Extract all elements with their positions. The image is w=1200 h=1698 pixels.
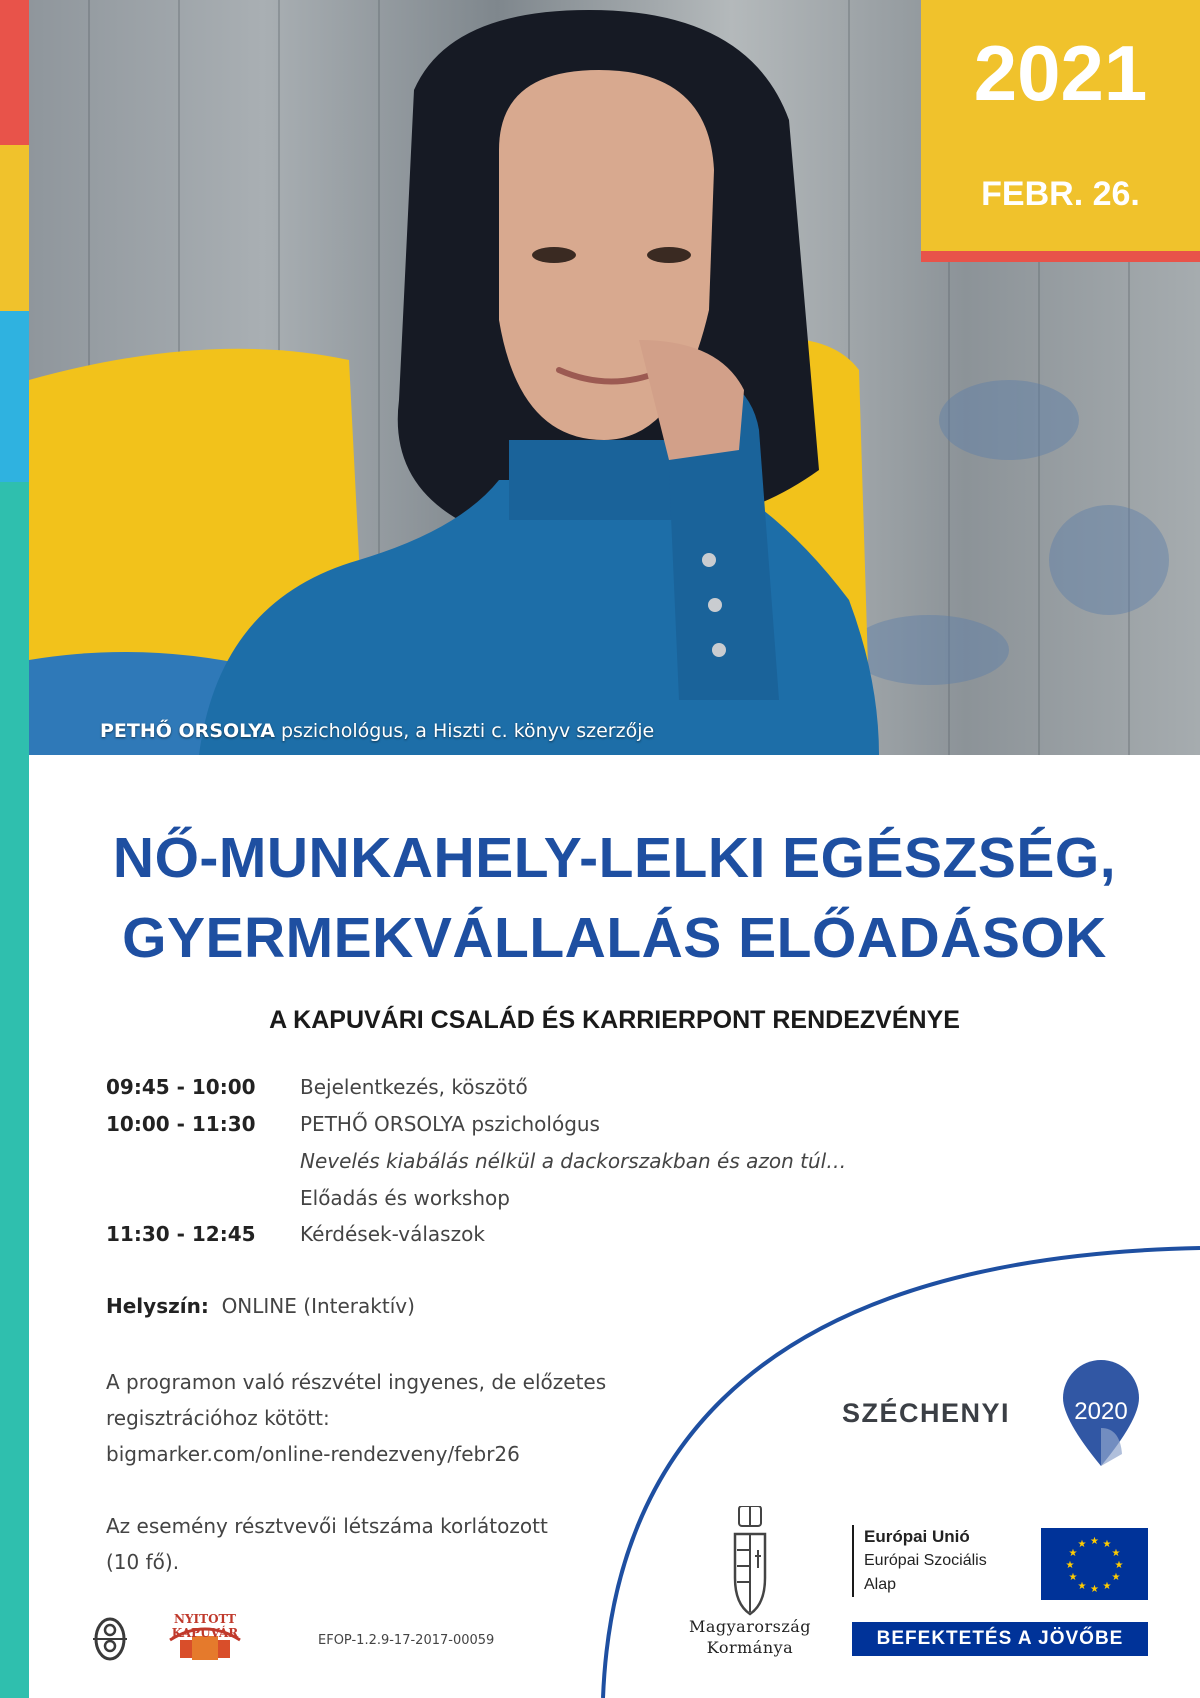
location <box>106 1294 415 1318</box>
subtitle: A KAPUVÁRI CSALÁD ÉS KARRIERPONT RENDEZVÉNYE <box>269 1006 960 1034</box>
date-box-underline <box>921 251 1200 262</box>
schedule-time: 09:45 - 10:00 <box>106 1075 256 1099</box>
main-title-line2: GYERMEKVÁLLALÁS ELŐADÁSOK <box>122 906 1107 970</box>
eu-line1: Európai Unió <box>864 1527 970 1546</box>
eu-slogan-banner: BEFEKTETÉS A JÖVŐBE <box>852 1622 1148 1656</box>
limit-line1: Az esemény résztvevői létszáma korlátozott <box>106 1514 548 1538</box>
stripe-red <box>0 0 29 145</box>
location-label: Helyszín: <box>106 1294 209 1318</box>
eu-flag-icon <box>1041 1528 1148 1600</box>
svg-text:★: ★ <box>1102 1581 1112 1592</box>
eu-line3: Alap <box>864 1576 897 1593</box>
schedule-desc: PETHŐ ORSOLYA pszichológus <box>300 1112 600 1136</box>
stripe-teal <box>0 482 29 1698</box>
schedule-time: 11:30 - 12:45 <box>106 1222 256 1246</box>
eu-stars <box>1041 1528 1148 1600</box>
svg-text:★: ★ <box>1068 1572 1078 1583</box>
svg-text:★: ★ <box>1065 1560 1075 1571</box>
kapuvar-logo-text: NYITOTT KAPUVÁR <box>171 1612 239 1640</box>
svg-text:★: ★ <box>1102 1539 1112 1550</box>
schedule-desc: Nevelés kiabálás nélkül a dackorszakban és azon túl… <box>300 1149 847 1173</box>
event-day: FEBR. 26. <box>981 175 1140 213</box>
svg-text:★: ★ <box>1077 1581 1087 1592</box>
schedule-time: 10:00 - 11:30 <box>106 1112 256 1136</box>
caption-name: PETHŐ ORSOLYA <box>100 720 275 742</box>
photo-caption <box>100 720 654 742</box>
szechenyi-year: 2020 <box>1074 1398 1128 1425</box>
eu-text-block <box>852 1525 987 1597</box>
event-year: 2021 <box>973 29 1148 117</box>
gov-line2: Kormánya <box>706 1638 794 1657</box>
nyitott-kapuvar-logo <box>150 1610 260 1670</box>
schedule-desc: Kérdések-válaszok <box>300 1222 485 1246</box>
stripe-yellow <box>0 145 29 311</box>
svg-text:★: ★ <box>1077 1539 1087 1550</box>
registration-link[interactable]: bigmarker.com/online-rendezveny/febr26 <box>106 1442 520 1466</box>
svg-text:★: ★ <box>1090 1584 1099 1595</box>
registration-line1: A programon való részvétel ingyenes, de előzetes <box>106 1370 607 1394</box>
family-point-logo <box>88 1614 132 1664</box>
gov-line1: Magyarország <box>688 1617 812 1636</box>
date-box <box>921 0 1200 262</box>
hungarian-crest-icon <box>733 1506 767 1616</box>
eu-line2: Európai Szociális <box>864 1552 987 1569</box>
main-title-line1: NŐ-MUNKAHELY-LELKI EGÉSZSÉG, <box>112 826 1117 890</box>
schedule-desc: Előadás és workshop <box>300 1186 510 1210</box>
caption-role: pszichológus, a Hiszti c. könyv szerzője <box>274 720 655 742</box>
location-value: ONLINE (Interaktív) <box>221 1294 415 1318</box>
svg-text:★: ★ <box>1068 1548 1078 1559</box>
schedule-desc: Bejelentkezés, köszötő <box>300 1075 528 1099</box>
svg-text:★: ★ <box>1111 1548 1121 1559</box>
limit-line2: (10 fő). <box>106 1550 180 1574</box>
stripe-blue <box>0 311 29 482</box>
project-code: EFOP-1.2.9-17-2017-00059 <box>318 1633 495 1648</box>
svg-text:★: ★ <box>1090 1536 1099 1547</box>
registration-line2: regisztrációhoz kötött: <box>106 1406 330 1430</box>
szechenyi-wordmark: SZÉCHENYI <box>842 1398 1011 1428</box>
svg-text:★: ★ <box>1111 1572 1121 1583</box>
svg-text:★: ★ <box>1114 1560 1124 1571</box>
